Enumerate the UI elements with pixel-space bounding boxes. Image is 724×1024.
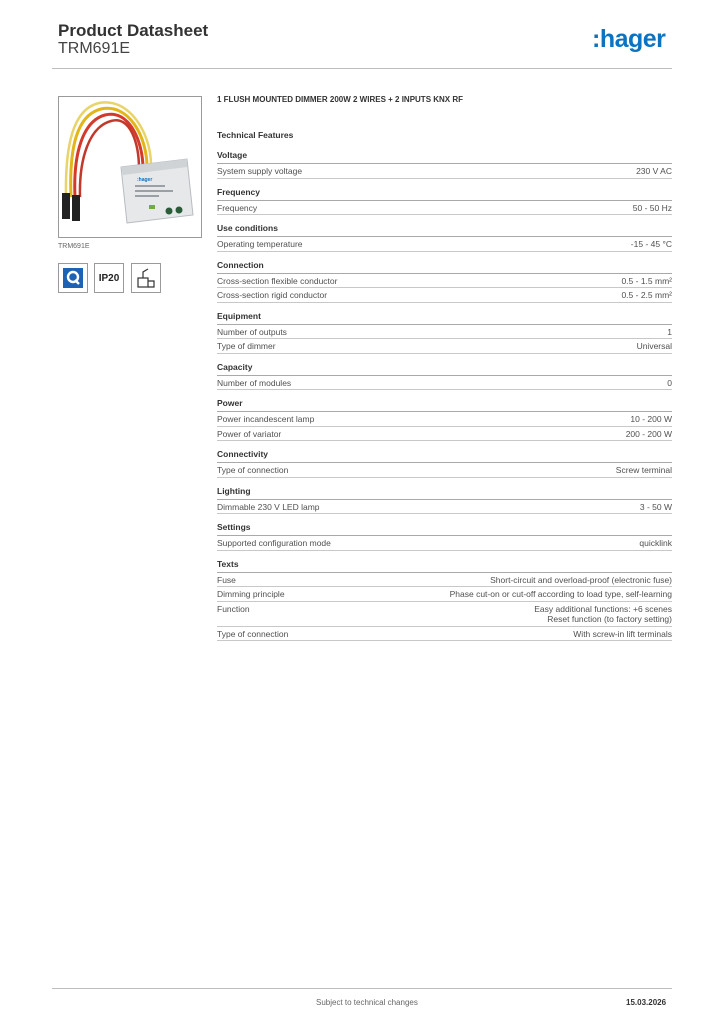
group-lighting	[217, 486, 672, 515]
row-value: quicklink	[639, 538, 672, 548]
row-value: With screw-in lift terminals	[573, 628, 672, 639]
row-label: System supply voltage	[217, 166, 303, 176]
row-value: 0.5 - 2.5 mm²	[621, 290, 672, 300]
group-title: Connection	[217, 260, 672, 274]
row-value: 230 V AC	[636, 166, 672, 176]
group-title: Power	[217, 398, 672, 412]
brand-logo: :hager	[592, 25, 666, 53]
table-row	[217, 237, 672, 252]
technical-content	[217, 95, 672, 641]
svg-text::hager: :hager	[137, 177, 153, 183]
table-row	[217, 602, 672, 627]
row-value: 0.5 - 1.5 mm²	[621, 275, 672, 286]
group-title: Lighting	[217, 486, 672, 500]
ip20-badge	[94, 263, 124, 293]
row-label: Number of outputs	[217, 326, 287, 337]
row-label: Function	[217, 603, 250, 614]
row-label: Type of connection	[217, 465, 289, 475]
row-label: Frequency	[217, 202, 258, 213]
table-row	[217, 627, 672, 642]
table-row	[217, 325, 672, 340]
row-value: 3 - 50 W	[639, 501, 672, 512]
group-power	[217, 398, 672, 441]
row-value: 0	[667, 377, 672, 388]
group-title: Capacity	[217, 362, 672, 376]
row-label: Dimming principle	[217, 589, 285, 599]
row-value: Screw terminal	[615, 465, 672, 475]
group-frequency	[217, 187, 672, 216]
row-value: Universal	[636, 341, 672, 351]
row-label: Supported configuration mode	[217, 538, 331, 548]
group-title: Use conditions	[217, 223, 672, 237]
table-row	[217, 288, 672, 303]
group-connection	[217, 260, 672, 303]
table-row	[217, 573, 672, 588]
row-label: Dimmable 230 V LED lamp	[217, 501, 320, 512]
table-row	[217, 412, 672, 427]
product-image	[58, 96, 202, 238]
group-use-conditions	[217, 223, 672, 252]
row-value: -15 - 45 °C	[630, 239, 672, 249]
row-value: 50 - 50 Hz	[632, 202, 672, 213]
group-title: Frequency	[217, 187, 672, 201]
row-value: 10 - 200 W	[630, 414, 672, 424]
footer-date: 15.03.2026	[626, 998, 667, 1007]
ip-rating: IP20	[98, 272, 120, 284]
image-caption: TRM691E	[58, 243, 90, 250]
group-title: Equipment	[217, 311, 672, 325]
table-row	[217, 274, 672, 289]
header-divider	[52, 68, 672, 69]
row-label: Cross-section flexible conductor	[217, 275, 338, 286]
table-row	[217, 201, 672, 216]
row-label: Type of connection	[217, 628, 289, 639]
table-row	[217, 500, 672, 515]
group-title: Voltage	[217, 150, 672, 164]
row-value: Short-circuit and overload-proof (electronic fuse)	[490, 574, 672, 585]
row-label: Fuse	[217, 574, 236, 585]
group-title: Settings	[217, 522, 672, 536]
section-title: Technical Features	[217, 130, 294, 140]
table-row	[217, 376, 672, 391]
row-label: Power incandescent lamp	[217, 414, 315, 424]
group-title: Connectivity	[217, 449, 672, 463]
row-value: 1	[667, 326, 672, 337]
group-voltage	[217, 150, 672, 179]
row-label: Type of dimmer	[217, 341, 276, 351]
table-row	[217, 587, 672, 602]
row-label: Power of variator	[217, 428, 282, 439]
row-value	[534, 604, 672, 625]
footer-note: Subject to technical changes	[316, 998, 418, 1007]
group-connectivity	[217, 449, 672, 478]
group-title: Texts	[217, 559, 672, 573]
row-label: Cross-section rigid conductor	[217, 290, 328, 300]
product-title: 1 FLUSH MOUNTED DIMMER 200W 2 WIRES + 2 INPUTS KNX RF	[217, 95, 464, 104]
table-row	[217, 339, 672, 354]
row-value-line: Easy additional functions: +6 scenes	[534, 603, 672, 614]
product-code: TRM691E	[58, 40, 131, 57]
row-value: 200 - 200 W	[625, 428, 672, 439]
dimmer-module-icon	[59, 97, 201, 237]
row-label: Number of modules	[217, 377, 292, 388]
group-capacity	[217, 362, 672, 391]
row-value: Phase cut-on or cut-off according to load type, self-learning	[449, 589, 672, 599]
group-settings	[217, 522, 672, 551]
table-row	[217, 536, 672, 551]
row-label: Operating temperature	[217, 239, 303, 249]
footer-divider	[52, 988, 672, 989]
group-texts	[217, 559, 672, 642]
table-row	[217, 427, 672, 442]
quality-mark-icon	[58, 263, 88, 293]
row-value-line: Reset function (to factory setting)	[547, 614, 672, 624]
table-row	[217, 463, 672, 478]
page-title: Product Datasheet	[58, 21, 209, 40]
installation-symbol-icon	[131, 263, 161, 293]
table-row	[217, 164, 672, 179]
group-equipment	[217, 311, 672, 354]
